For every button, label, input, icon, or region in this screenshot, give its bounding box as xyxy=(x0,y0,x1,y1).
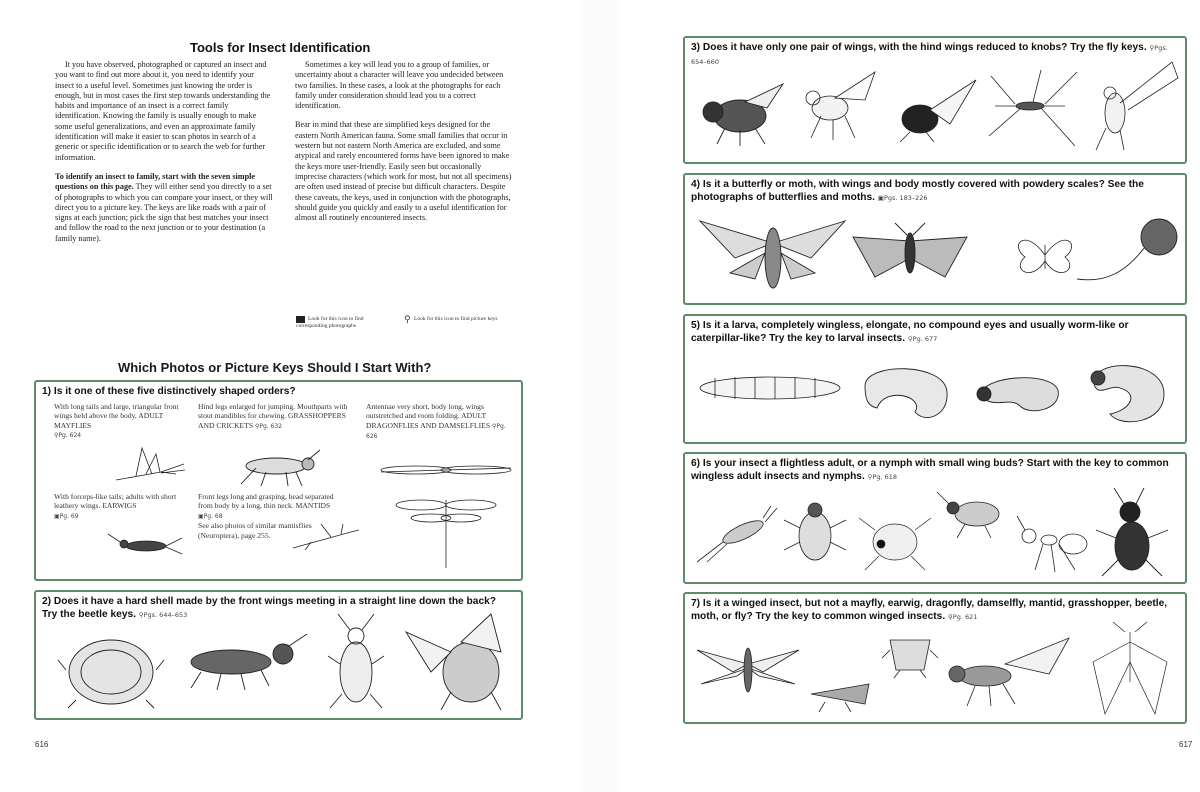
grasshoppers-description xyxy=(198,402,348,431)
mayflies-description xyxy=(54,402,184,441)
legend-key xyxy=(404,316,499,324)
question-3-text: 3) Does it have only one pair of wings, with the hind wings reduced to knobs? Try the fly keys. xyxy=(691,42,1147,53)
mantid-illustration xyxy=(291,522,361,552)
question-4-text: 4) Is it a butterfly or moth, with wings and body mostly covered with powdery scales? See the photographs of butterflies and moths. xyxy=(691,179,1144,203)
question-4 xyxy=(691,178,1175,205)
question-box-4 xyxy=(683,173,1187,305)
cockroach-nymph-illustration xyxy=(780,492,850,567)
stinkbug-nymph-illustration xyxy=(935,484,1015,539)
fruit-fly-illustration xyxy=(795,68,880,143)
beetle-keys-ref[interactable]: Pgs. 644–653 xyxy=(143,611,188,619)
ant-illustration xyxy=(1015,514,1095,574)
question-6 xyxy=(691,457,1175,484)
mantids-ref[interactable]: Pg. 68 xyxy=(203,512,223,520)
butterfly-illustration xyxy=(1005,225,1085,285)
earwigs-text: With forceps-like tails; adults with short leathery wings. EARWIGS xyxy=(54,492,177,511)
earwigs-description xyxy=(54,492,184,521)
intro-column-1 xyxy=(55,60,273,253)
mayflies-ref[interactable]: Pg. 624 xyxy=(58,432,82,440)
intro-paragraph-3: Sometimes a key will lead you to a group of families, or uncertainty about a character will leave you undecided between two families. In these cases, a look at the photographs for each family under consideration should lead you to a correct identification. xyxy=(295,60,504,111)
intro-paragraph-1: It you have observed, photographed or captured an insect and you want to find out more about it, you need to identify your insect to a useful level. Sometimes just knowing the order is enough, but in most cases the first step towards understanding the habits and importance of an insect is a correct family identification. Knowing the family is usually enough to make some useful generalizations, and even an approximate family identification will make it easier to scan photos in search of a generic or specific identification or to search the web for further information. xyxy=(55,60,271,162)
key-icon: ⚲ xyxy=(907,335,913,343)
key-icon: ⚲ xyxy=(138,611,144,619)
question-box-7 xyxy=(683,592,1187,724)
legend-photo xyxy=(296,316,391,330)
leaf-beetle-illustration xyxy=(326,612,386,712)
aphid-illustration xyxy=(855,512,935,572)
stonefly-illustration xyxy=(693,638,803,698)
fly-keys-ref[interactable]: Pgs. 654–660 xyxy=(691,44,1168,66)
key-icon: ⚲ xyxy=(54,432,59,440)
key-icon: ⚲ xyxy=(404,315,411,325)
moths-ref[interactable]: Pgs. 183–226 xyxy=(883,194,928,202)
question-5 xyxy=(691,319,1175,346)
key-icon: ⚲ xyxy=(867,473,873,481)
stag-beetle-illustration xyxy=(1090,484,1175,579)
mayflies-text: With long tails and large, triangular front wings held above the body, ADULT MAYFLIES xyxy=(54,402,179,430)
key-icon: ⚲ xyxy=(254,422,260,430)
key-icon: ⚲ xyxy=(948,613,953,621)
grasshoppers-ref[interactable]: Pg. 632 xyxy=(259,422,283,430)
crane-fly-illustration xyxy=(1080,58,1180,153)
weevil-larva-illustration xyxy=(970,366,1065,421)
right-page xyxy=(655,0,1200,792)
intro-instruction-bold: To identify an insect to family, start with the seven simple questions on this page. xyxy=(55,171,256,192)
question-box-1 xyxy=(34,380,523,581)
rove-beetle-illustration xyxy=(171,632,311,692)
question-1: 1) Is it one of these five distinctively shaped orders? xyxy=(42,386,296,397)
earwig-illustration xyxy=(106,532,186,558)
key-icon: ⚲ xyxy=(1149,44,1155,52)
housefly-illustration xyxy=(695,78,790,148)
question-box-5 xyxy=(683,314,1187,444)
earwigs-ref[interactable]: Pg. 69 xyxy=(59,512,79,520)
question-box-3 xyxy=(683,36,1187,164)
grasshoppers-text: Hind legs enlarged for jumping. Mouthparts with stout mandibles for chewing. GRASSHOPPERS AND CRICKETS xyxy=(198,402,348,430)
silverfish-illustration xyxy=(693,504,778,564)
camera-icon: ▣ xyxy=(198,512,204,520)
ground-beetle-illustration xyxy=(56,630,166,710)
winged-key-ref[interactable]: Pg. 621 xyxy=(952,613,978,621)
question-7 xyxy=(691,597,1175,624)
question-2-text: 2) Does it have a hard shell made by the front wings meeting in a straight line down the back? Try the beetle keys. xyxy=(42,596,496,620)
question-box-6 xyxy=(683,452,1187,584)
true-bug-illustration xyxy=(880,630,940,680)
dragonflies-text: Antennae very short, body long, wings outstretched and room folding. ADULT DRAGONFLIES AND DAMSELFLIES xyxy=(366,402,491,430)
section-title: Tools for Insect Identification xyxy=(190,40,371,55)
dragonflies-ref[interactable]: Pg. 626 xyxy=(366,422,506,441)
lacewing-illustration xyxy=(1085,622,1175,717)
page-number-left: 616 xyxy=(35,740,49,749)
grub-illustration xyxy=(855,356,955,426)
flying-beetle-illustration xyxy=(401,612,516,712)
section-heading: Which Photos or Picture Keys Should I Start With? xyxy=(118,360,432,375)
intro-column-2 xyxy=(295,60,515,232)
grasshopper-illustration xyxy=(226,448,321,488)
legend-key-text: Look for this icon to find picture keys xyxy=(414,316,498,322)
question-box-2 xyxy=(34,590,523,720)
wingless-key-ref[interactable]: Pg. 618 xyxy=(872,473,897,481)
larval-key-ref[interactable]: Pg. 677 xyxy=(912,335,938,343)
intro-paragraph-2 xyxy=(55,172,273,244)
camera-icon xyxy=(296,316,305,323)
intro-paragraph-4: Bear in mind that these are simplified keys designed for the eastern North American fauna. Some small families that occur in western but not eastern North America are excluded, and some atypical and rarely encountered forms have been ignored to make the keys more user-friendly. Easily seen but occasionally imprecise characters (which work for most, but not all specimens) are often used instead of precise but difficult characters. Despite these caveats, the keys, used in conjunction with the photographs, should guide you quickly and easily to a useful identification for almost all routinely encountered insects. xyxy=(295,120,512,223)
dragonflies-description xyxy=(366,402,506,442)
sphinx-moth-illustration xyxy=(695,213,850,293)
left-page xyxy=(0,0,545,792)
tiger-moth-illustration xyxy=(845,221,975,281)
bluebottle-fly-illustration xyxy=(890,74,980,144)
dragonfly-illustration xyxy=(376,460,516,570)
mosquito-illustration xyxy=(985,66,1080,151)
intro-instruction-rest: They will either send you directly to a set of photographs to which you can compare your insect, or they will direct you to a picture key. The keys are like roads with a pair of signs at each junction; pick the sign that best matches your insect and follow the road to the next junction or to your destination (a family name). xyxy=(55,182,273,243)
question-7-text: 7) Is it a winged insect, but not a mayfly, earwig, dragonfly, damselfly, mantid, grasshopper, beetle, moth, or fly? Try the key to common winged insects. xyxy=(691,598,1168,622)
question-6-text: 6) Is your insect a flightless adult, or a nymph with small wing buds? Start with the key to common wingless adult insects and nymphs. xyxy=(691,458,1169,482)
leafhopper-illustration xyxy=(805,674,875,714)
wasp-illustration xyxy=(945,634,1075,709)
moth-antenna-detail-illustration xyxy=(1075,213,1180,283)
mayfly-illustration xyxy=(106,444,186,486)
book-gutter xyxy=(580,0,620,792)
mantids-text: Front legs long and grasping, head separated from body by a long, thin neck. MANTIDS xyxy=(198,492,334,511)
white-grub-illustration xyxy=(1080,354,1170,429)
mantisflies-note: See also photos of similar mantisflies (Neuroptera), page 255. xyxy=(198,521,312,540)
page-number-right: 617 xyxy=(1179,740,1193,749)
legend-photo-text: Look for this icon to find corresponding photographs xyxy=(296,316,364,329)
question-5-text: 5) Is it a larva, completely wingless, elongate, no compound eyes and usually worm-like or caterpillar-like? Try the key to larval insects. xyxy=(691,320,1129,344)
caterpillar-illustration xyxy=(695,368,845,408)
key-icon: ⚲ xyxy=(491,422,497,430)
camera-icon: ▣ xyxy=(877,194,884,202)
camera-icon: ▣ xyxy=(54,512,60,520)
